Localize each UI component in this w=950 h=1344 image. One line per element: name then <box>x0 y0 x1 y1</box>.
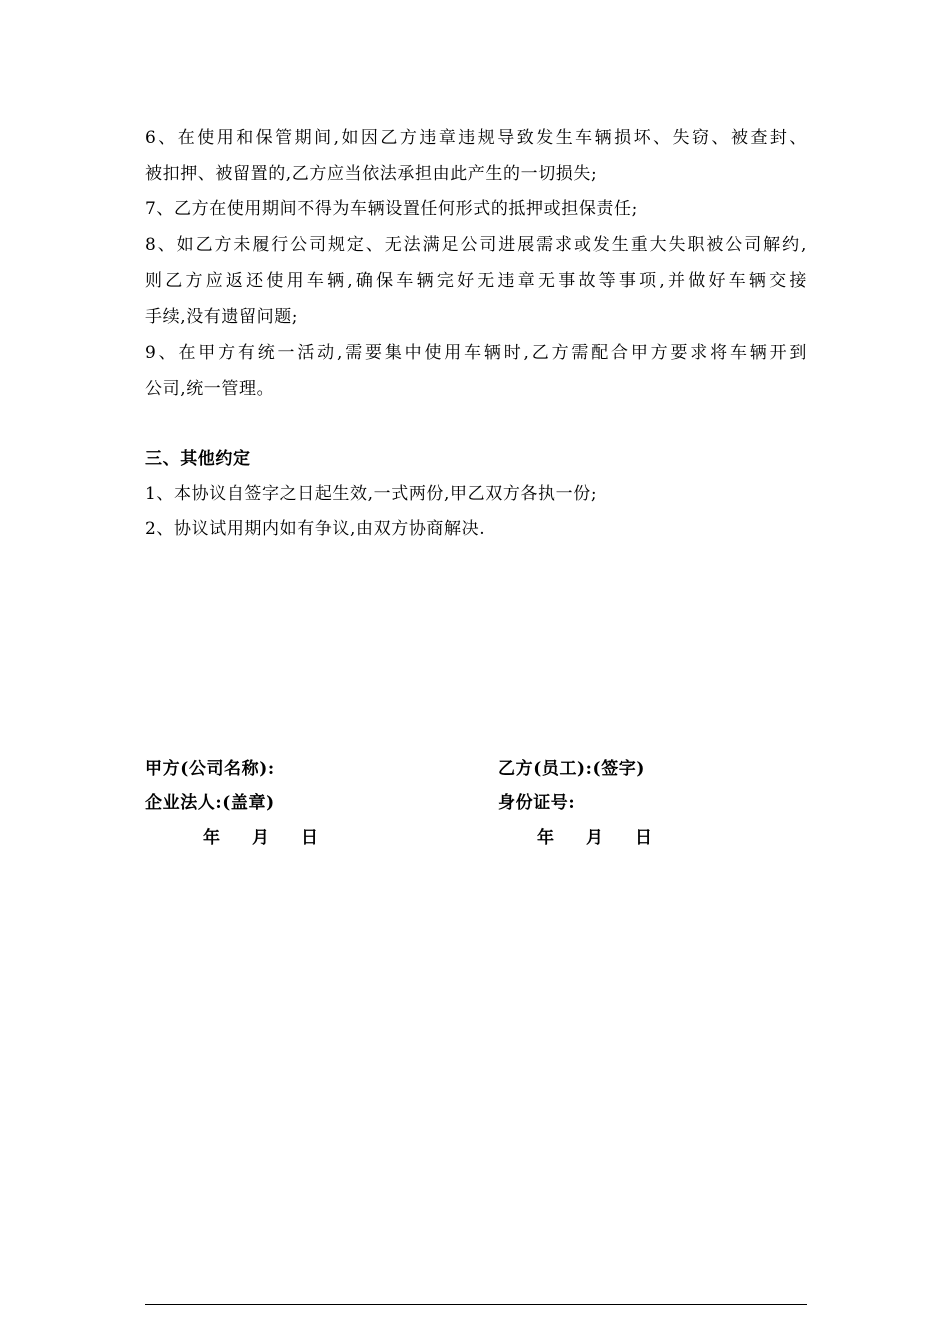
clause-8-line-3: 手续,没有遗留问题; <box>145 307 299 327</box>
footer-divider <box>145 1304 807 1305</box>
clause-8-line-2: 则乙方应返还使用车辆,确保车辆完好无违章无事故等事项,并做好车辆交接 <box>145 271 807 291</box>
party-a-date-month: 月 <box>252 828 269 848</box>
section-3-item-1: 1、本协议自签字之日起生效,一式两份,甲乙双方各执一份; <box>145 484 598 504</box>
party-b-date <box>537 827 652 849</box>
party-a-date-year: 年 <box>203 828 220 848</box>
clause-8-line-1: 8、如乙方未履行公司规定、无法满足公司进展需求或发生重大失职被公司解约, <box>145 235 807 255</box>
clause-9-line-1: 9、在甲方有统一活动,需要集中使用车辆时,乙方需配合甲方要求将车辆开到 <box>145 343 807 363</box>
party-b-label: 乙方(员工):(签字) <box>498 759 646 779</box>
party-b-date-year: 年 <box>537 828 554 848</box>
party-b-date-month: 月 <box>586 828 603 848</box>
party-b-date-day: 日 <box>635 828 652 848</box>
party-a-label: 甲方(公司名称): <box>145 759 275 779</box>
section-3-item-2: 2、协议试用期内如有争议,由双方协商解决. <box>145 519 486 539</box>
party-a-date-day: 日 <box>301 828 318 848</box>
party-b-id-number-label: 身份证号: <box>498 793 576 813</box>
party-a-legal-rep-label: 企业法人:(盖章) <box>145 793 275 813</box>
clause-6-line-2: 被扣押、被留置的,乙方应当依法承担由此产生的一切损失; <box>145 164 598 184</box>
section-3-heading: 三、其他约定 <box>145 449 251 469</box>
clause-6-line-1: 6、在使用和保管期间,如因乙方违章违规导致发生车辆损坏、失窃、被查封、 <box>145 128 807 148</box>
party-a-date <box>203 827 318 849</box>
clause-7: 7、乙方在使用期间不得为车辆设置任何形式的抵押或担保责任; <box>145 199 638 219</box>
clause-9-line-2: 公司,统一管理。 <box>145 379 275 399</box>
